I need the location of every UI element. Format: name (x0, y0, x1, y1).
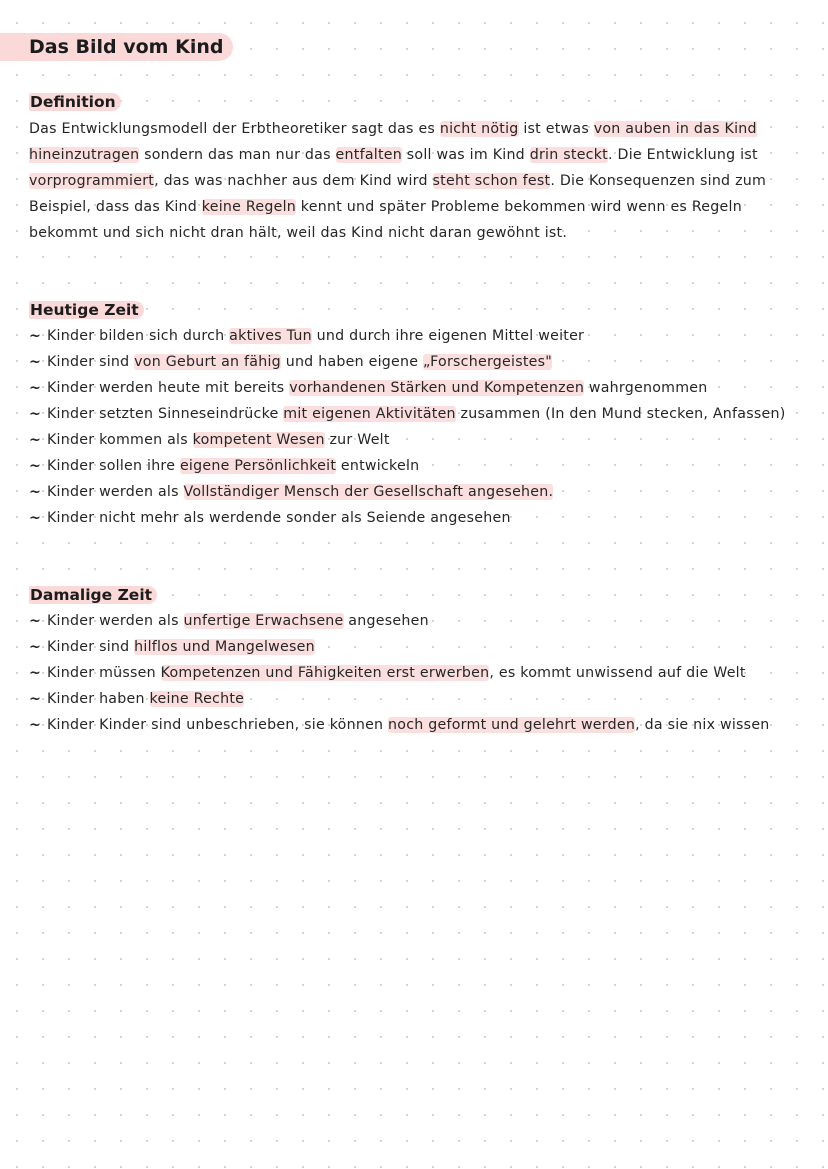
tilde-bullet-icon: ~ (29, 717, 42, 733)
tilde-bullet-icon: ~ (29, 484, 42, 500)
text-segment: ist etwas (518, 121, 594, 137)
tilde-bullet-icon: ~ (29, 510, 42, 526)
highlighted-text: keine Rechte (149, 691, 245, 707)
definition-text (29, 116, 801, 246)
text-segment: Kinder haben (47, 691, 150, 707)
list-item (29, 375, 809, 401)
highlighted-text: noch geformt und gelehrt werden (388, 717, 636, 733)
list-item (29, 608, 809, 634)
highlighted-text: hilflos und Mangelwesen (134, 639, 315, 655)
text-segment: Kinder kommen als (47, 432, 193, 448)
highlighted-text: eigene Persönlichkeit (179, 458, 337, 474)
text-segment: Kinder sind (47, 354, 135, 370)
list-item (29, 686, 809, 712)
highlighted-text: Vollständiger Mensch der Gesellschaft angesehen. (183, 484, 554, 500)
text-segment: Kinder werden heute mit bereits (47, 380, 290, 396)
highlighted-text: von auben in das Kind hineinzutragen (29, 121, 757, 163)
text-segment: Kinder setzten Sinneseindrücke (47, 406, 284, 422)
highlighted-text: vorprogrammiert (29, 173, 155, 189)
text-segment: Kinder werden als (47, 613, 184, 629)
text-segment: und durch ihre eigenen Mittel weiter (311, 328, 585, 344)
definition-heading: Definition (29, 92, 121, 112)
highlighted-text: kompetent Wesen (192, 432, 325, 448)
highlighted-text: drin steckt (529, 147, 608, 163)
highlighted-text: vorhandenen Stärken und Kompetenzen (289, 380, 585, 396)
highlighted-text: unfertige Erwachsene (183, 613, 344, 629)
tilde-bullet-icon: ~ (29, 458, 42, 474)
highlighted-text: entfalten (335, 147, 402, 163)
definition-paragraph (29, 116, 801, 246)
list-item (29, 427, 809, 453)
list-item (29, 323, 809, 349)
text-segment: , es kommt unwissend auf die Welt (489, 665, 746, 681)
tilde-bullet-icon: ~ (29, 691, 42, 707)
text-segment: soll was im Kind (402, 147, 530, 163)
text-segment: Kinder werden als (47, 484, 184, 500)
damalige-zeit-heading: Damalige Zeit (29, 585, 157, 605)
damalige-zeit-list (29, 608, 809, 738)
highlighted-text: steht schon fest (432, 173, 551, 189)
text-segment: sondern das man nur das (139, 147, 336, 163)
heutige-zeit-list (29, 323, 809, 531)
text-segment: , das was nachher aus dem Kind wird (154, 173, 433, 189)
text-segment: angesehen (343, 613, 429, 629)
highlighted-text: mit eigenen Aktivitäten (283, 406, 456, 422)
tilde-bullet-icon: ~ (29, 613, 42, 629)
heutige-zeit-heading: Heutige Zeit (29, 300, 144, 320)
highlighted-text: von Geburt an fähig (134, 354, 281, 370)
tilde-bullet-icon: ~ (29, 328, 42, 344)
highlighted-text: Kompetenzen und Fähigkeiten erst erwerben (160, 665, 490, 681)
text-segment: . Die Konsequenzen sind zum Beispiel, dass das Kind (29, 173, 767, 215)
tilde-bullet-icon: ~ (29, 665, 42, 681)
text-segment: und haben eigene (280, 354, 424, 370)
tilde-bullet-icon: ~ (29, 354, 42, 370)
list-item (29, 712, 809, 738)
text-segment: Kinder müssen (47, 665, 161, 681)
highlighted-text: aktives Tun (229, 328, 312, 344)
text-segment: Kinder Kinder sind unbeschrieben, sie können (47, 717, 389, 733)
text-segment: Kinder bilden sich durch (47, 328, 230, 344)
tilde-bullet-icon: ~ (29, 432, 42, 448)
list-item (29, 401, 809, 427)
tilde-bullet-icon: ~ (29, 639, 42, 655)
highlighted-text: nicht nötig (439, 121, 519, 137)
text-segment: wahrgenommen (584, 380, 708, 396)
page-title: Das Bild vom Kind (0, 33, 233, 61)
list-item (29, 479, 809, 505)
text-segment: kennt und später Probleme bekommen wird wenn es Regeln bekommt und sich nicht dran hält, weil das Kind nicht daran gewöhnt ist. (29, 199, 742, 241)
text-segment: Das Entwicklungsmodell der Erbtheoretiker sagt das es (29, 121, 440, 137)
text-segment: entwickeln (336, 458, 420, 474)
text-segment: Kinder sind (47, 639, 135, 655)
tilde-bullet-icon: ~ (29, 380, 42, 396)
text-segment: Kinder sollen ihre (47, 458, 180, 474)
text-segment: Kinder nicht mehr als werdende sonder als Seiende angesehen (47, 510, 511, 526)
text-segment: zusammen (In den Mund stecken, Anfassen) (455, 406, 786, 422)
list-item (29, 505, 809, 531)
text-segment: , da sie nix wissen (635, 717, 770, 733)
highlighted-text: „Forschergeistes" (423, 354, 553, 370)
highlighted-text: keine Regeln (201, 199, 297, 215)
text-segment: zur Welt (324, 432, 390, 448)
list-item (29, 634, 809, 660)
tilde-bullet-icon: ~ (29, 406, 42, 422)
text-segment: . Die Entwicklung ist (608, 147, 758, 163)
list-item (29, 349, 809, 375)
list-item (29, 453, 809, 479)
list-item (29, 660, 809, 686)
